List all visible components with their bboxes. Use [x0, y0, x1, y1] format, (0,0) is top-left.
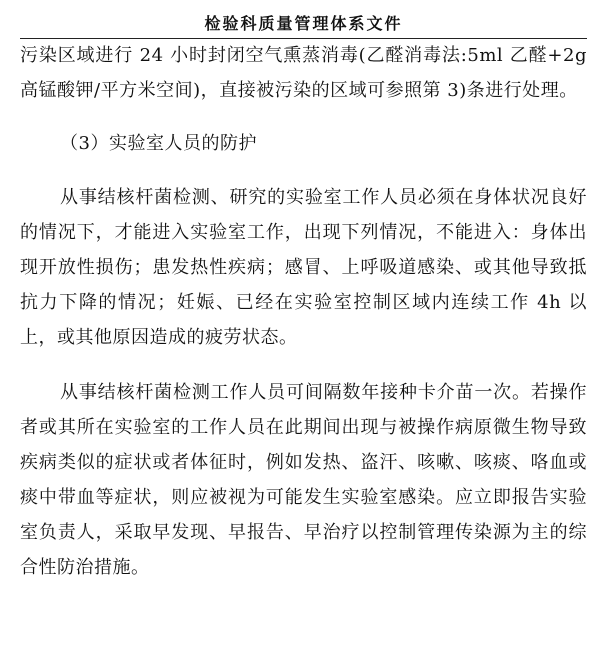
paragraph-staff-conditions: 从事结核杆菌检测、研究的实验室工作人员必须在身体状况良好的情况下，才能进入实验室工作，出现下列情况，不能进入：身体出现开放性损伤；患发热性疾病；感冒、上呼吸道感染、或其他导致抵抗力下降的情况；妊娠、已经在实验室控制区域内连续工作 4h 以上，或其他原因造成的疲劳状态。	[20, 187, 587, 348]
header-title: 检验科质量管理体系文件	[204, 14, 403, 33]
paragraph-gap	[20, 355, 587, 375]
paragraph-vaccination: 从事结核杆菌检测工作人员可间隔数年接种卡介苗一次。若操作者或其所在实验室的工作人员在此期间出现与被操作病原微生物导致疾病类似的症状或者体征时，例如发热、盗汗、咳嗽、咳痰、咯血或痰中带血等症状，则应被视为可能发生实验室感染。应立即报告实验室负责人，采取早发现、早报告、早治疗以控制管理传染源为主的综合性防治措施。	[20, 382, 587, 578]
page-header	[0, 0, 607, 40]
paragraph-gap	[20, 161, 587, 180]
paragraph-continuation: 污染区域进行 24 小时封闭空气熏蒸消毒(乙醛消毒法:5ml 乙醛+2g 高锰酸钾/平方米空间)，直接被污染的区域可参照第 3)条进行处理。	[20, 45, 587, 101]
section-heading: （3）实验室人员的防护	[60, 133, 257, 154]
document-body	[20, 38, 587, 585]
paragraph-gap	[20, 108, 587, 126]
